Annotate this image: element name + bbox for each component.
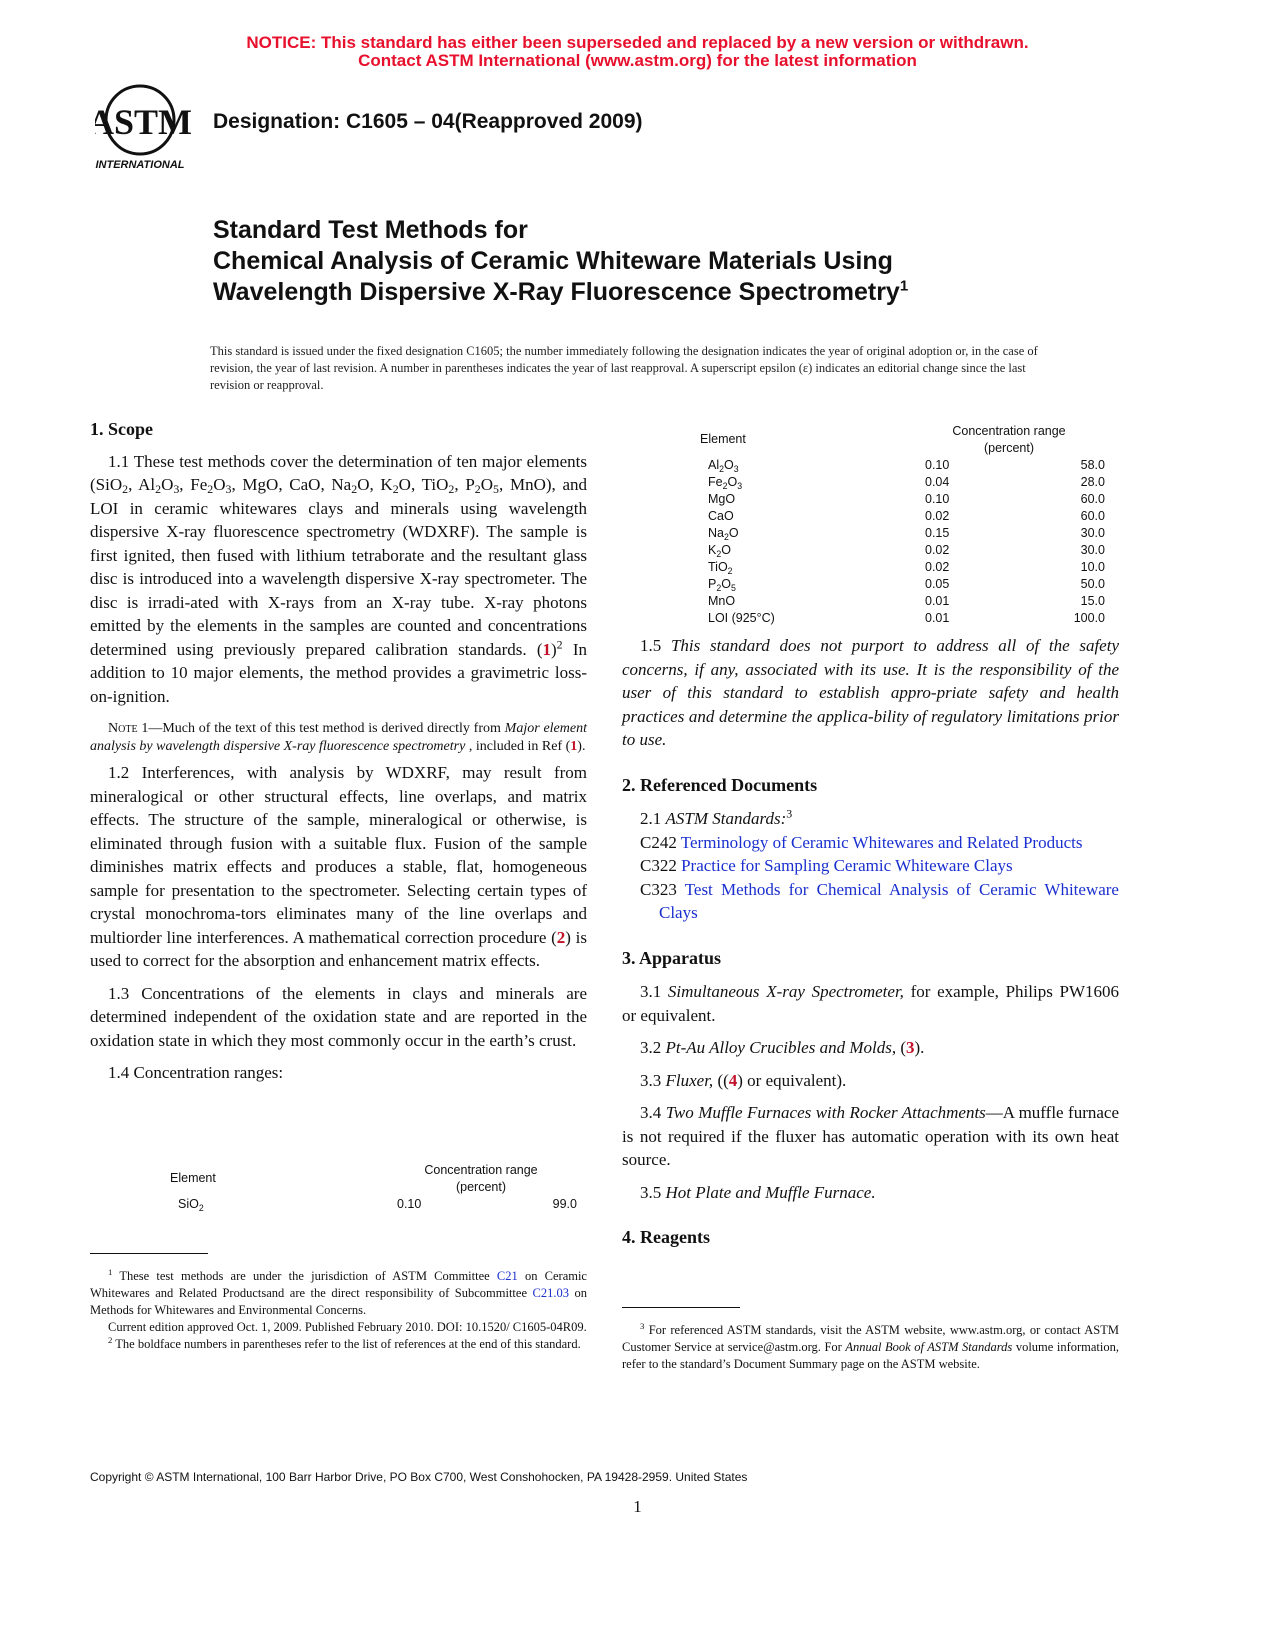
fn1-c: on Methods for Whitewares and Environmental Concerns.: [90, 1286, 587, 1317]
ref-link-1b[interactable]: 1: [570, 738, 578, 754]
p12-a: 1.2 Interferences, with analysis by WDXRF, may result from mineralogical or other structural effects, line overlaps, and matrix effects. The structure of the sample, mineralogical or otherwise, is eliminated through fusion with a suitable flux. Fusion of the sample diminishes matrix effects and produces a stable, flat, homogeneous sample for presentation to the spectrometer. Selecting certain types of crystal monochroma-tors eliminates many of the line overlaps and multiorder line interferences. A mathematical correction procedure (: [90, 763, 587, 947]
th-element: Element: [700, 432, 746, 446]
cell-sub: 2: [198, 1203, 204, 1213]
cell-element: Al: [708, 458, 720, 472]
footnotes-right: [622, 1322, 1119, 1373]
p12-b: ) is used to correct for the absorption and enhancement matrix effects.: [90, 927, 588, 970]
para-1-5: [622, 634, 1119, 752]
p35-num: 3.5: [640, 1182, 666, 1202]
p32-b: ).: [914, 1038, 925, 1057]
ref-code: C322: [640, 856, 677, 875]
table-row: [700, 474, 1105, 491]
th-element: Element: [170, 1171, 216, 1185]
note-a: —Much of the text of this test method is derived directly from: [148, 721, 505, 736]
s: 2: [474, 482, 481, 496]
fn2-mark: 2: [108, 1334, 113, 1345]
footnote-3: [622, 1322, 1119, 1373]
cell-max: 60.0: [1080, 509, 1105, 523]
s: 2: [351, 482, 358, 496]
cell-sub: 5: [730, 583, 736, 593]
fn3-it: Annual Book of ASTM Standards: [845, 1340, 1013, 1354]
fn3-a: For referenced ASTM standards, visit the ASTM website, www.astm.org, or contact ASTM Customer Service at service@astm.org. For: [622, 1323, 1119, 1354]
ref-title-link[interactable]: Test Methods for Chemical Analysis of Ceramic Whiteware Clays: [659, 879, 1119, 922]
page-number: 1: [633, 1497, 642, 1516]
section-4-heading: 4. Reagents: [622, 1227, 710, 1247]
cell-sub: 2: [723, 532, 729, 542]
para-2-1: [622, 807, 1119, 831]
cell-min: 0.02: [925, 560, 950, 574]
p34-num: 3.4: [640, 1103, 666, 1122]
cell-element: LOI (925°C): [708, 611, 775, 625]
p21-num: 2.1: [640, 809, 666, 828]
cell-min: 0.10: [925, 458, 950, 472]
cell-sub: 2: [716, 549, 722, 559]
e: Al: [138, 475, 156, 494]
p33-a: ((: [713, 1070, 729, 1090]
left-column: [90, 418, 587, 1085]
footnote-1: [90, 1268, 587, 1319]
footnote-divider-left: [90, 1253, 208, 1254]
cell-sub: 2: [716, 583, 722, 593]
logo-text: INTERNATIONAL: [95, 159, 185, 171]
para-3-3: [622, 1069, 1119, 1093]
p33-num: 3.3: [640, 1070, 666, 1090]
para-3-5: [622, 1181, 1119, 1205]
th-range-2: (percent): [983, 441, 1035, 455]
referenced-item: [622, 878, 1119, 925]
page-title: [213, 215, 1113, 308]
e: O: [213, 475, 226, 494]
footnote-edition: Current edition approved Oct. 1, 2009. Published February 2010. DOI: 10.1520/ C1605-04R09.: [108, 1320, 587, 1334]
table-body: [700, 457, 1105, 627]
fn3-ref: 3: [786, 806, 793, 821]
para-1-3: 1.3 Concentrations of the elements in clays and minerals are determined independent of the oxidation state and are reported in the oxidation state in which they most commonly occur in the earth’s crust.: [90, 983, 587, 1050]
p11-a: 1.1 These test methods cover the determination of ten major elements (SiO: [90, 451, 587, 494]
e: O: [161, 475, 174, 494]
cell-element-tail: O: [727, 475, 738, 489]
p31-it: Simultaneous X-ray Spectrometer,: [667, 982, 904, 1001]
footnotes-left: [90, 1268, 587, 1353]
cell-element: P: [708, 577, 717, 591]
para-1-4: 1.4 Concentration ranges:: [108, 1063, 284, 1082]
title-line-1: Standard Test Methods for: [213, 216, 528, 244]
e: MgO, CaO, Na: [242, 475, 352, 494]
th-range: [913, 423, 1105, 457]
e: O, TiO: [398, 475, 449, 494]
s: 2: [122, 482, 129, 496]
fn3-mark: 3: [640, 1320, 645, 1331]
cell-element-tail: O: [728, 526, 739, 540]
logo-mark: ASTM: [95, 102, 193, 142]
table-row: [700, 525, 1105, 542]
table-row: [700, 593, 1105, 610]
note-label: Note 1: [108, 721, 149, 736]
fn1-b: on Ceramic Whitewares and Related Productsand are the direct responsibility of Subcommittee: [90, 1269, 587, 1300]
cell-element-tail: O: [724, 458, 734, 472]
cell-element: TiO: [708, 560, 728, 574]
ref-code: C323: [640, 879, 677, 899]
section-1-heading: 1. Scope: [90, 419, 153, 439]
section-2-heading: 2. Referenced Documents: [622, 774, 818, 795]
cell-max: 15.0: [1080, 594, 1105, 608]
para-3-2: [622, 1036, 1119, 1060]
subcommittee-link[interactable]: C21.03: [532, 1286, 569, 1300]
cell-max: 50.0: [1080, 577, 1105, 591]
th-range-1: Concentration range: [952, 424, 1066, 438]
title-line-3-text: Wavelength Dispersive X-Ray Fluorescence Spectrometry: [213, 278, 900, 306]
p31-num: 3.1: [640, 982, 668, 1001]
fn3-b: volume information, refer to the standard’s Document Summary page on the ASTM website.: [622, 1340, 1119, 1371]
referenced-list: [622, 831, 1119, 925]
table-row: [700, 457, 1105, 474]
cell-min: 0.01: [925, 594, 950, 608]
s: 5: [493, 482, 499, 496]
concentration-table-right: [700, 423, 1105, 627]
note-c: ).: [577, 738, 586, 754]
p34-rest: —A muffle furnace is not required if the fluxer has automatic operation with its own heat source.: [622, 1103, 1120, 1169]
s: 2: [448, 482, 455, 496]
cell-min: 0.01: [925, 611, 950, 625]
p32-it: Pt-Au Alloy Crucibles and Molds: [665, 1038, 892, 1057]
ref-link-4[interactable]: 4: [728, 1070, 738, 1090]
copyright: Copyright © ASTM International, 100 Barr Harbor Drive, PO Box C700, West Conshohocken, PA 19428-2959. United States: [90, 1470, 748, 1484]
p32-a: , (: [891, 1038, 907, 1057]
e: O, K: [357, 475, 393, 494]
cell-min: 0.04: [925, 475, 950, 489]
table-row: [700, 491, 1105, 508]
cell-max: 100.0: [1073, 611, 1105, 625]
section-3-heading: 3. Apparatus: [622, 947, 722, 968]
cell-sub: 2: [727, 566, 733, 576]
ref-code: C242: [640, 832, 677, 852]
concentration-table-left: [170, 1162, 577, 1213]
cell-element: Na: [708, 526, 724, 540]
title-footnote-mark: 1: [899, 277, 909, 295]
s: 3: [225, 482, 232, 496]
table-row: [700, 508, 1105, 525]
s: 2: [392, 482, 399, 496]
fn1-a: These test methods are under the jurisdiction of ASTM Committee: [112, 1269, 497, 1283]
cell-min: 0.02: [925, 509, 950, 523]
footnote-ref-2: 2: [556, 636, 563, 651]
p32-num: 3.2: [640, 1038, 666, 1057]
p11-b: ), and LOI in ceramic whitewares clays and minerals using wavelength dispersive X-ray fluorescence spectrometry (WDXRF). The sample is first ignited, then fused with lithium tetraborate and the resultant glass disc is introduced into a wavelength dispersive X-ray spectrometer. The disc is irradi-ated with X-rays from an X-ray tube. X-ray photons emitted by the elements in the samples are counted and concentrations determined using previously prepared calibration standards.: [90, 475, 588, 659]
cell-max: 10.0: [1080, 560, 1105, 574]
p11-c: In addition to 10 major elements, the method provides a gravimetric loss-on-ignition.: [90, 639, 587, 706]
cell-element-tail: O: [721, 543, 731, 557]
e: , MnO: [498, 475, 546, 494]
e: P: [465, 475, 475, 494]
table-row: [170, 1196, 577, 1213]
ref-title-link[interactable]: Terminology of Ceramic Whitewares and Related Products: [680, 832, 1083, 852]
table-row: [700, 610, 1105, 627]
notice-line-1: NOTICE: This standard has either been superseded and replaced by a new version or withdrawn.: [246, 33, 1029, 52]
footnote-divider-right: [622, 1307, 740, 1308]
cell-element-tail: O: [721, 577, 731, 591]
referenced-item: [622, 854, 1119, 878]
cell-sub: 3: [733, 464, 739, 474]
cell-sub: 3: [737, 481, 743, 491]
para-1-1: 1.1 These test methods cover the determination of ten major elements (SiO$_2$, $Al_2O_3$, $Fe_2O_3$, MgO, CaO, $Na_2O$, $K_2O$, TiO$_2$, $P_2O_5$, MnO), and LOI in ceramic whitewares clays and minerals using wavelength dispersive X-ray fluorescence spectrometry (WDXRF). The sample is first ignited, then fused with lithium tetraborate and the resultant glass disc is introduced into a wavelength dispersive X-ray spectrometer. The disc is irradi-ated with X-rays from an X-ray tube. X-ray photons emitted by the elements in the samples are counted and concentrations determined using previously prepared calibration standards. $(1)^2$ In addition to 10 major elements, the method provides a gravimetric loss-on-ignition.: [90, 451, 588, 706]
right-column: [622, 634, 1119, 1250]
cell-min: 0.05: [925, 577, 950, 591]
note-b: , included in Ref (: [465, 738, 571, 754]
s: 2: [207, 482, 214, 496]
p15-num: 1.5: [640, 636, 671, 655]
referenced-item: [622, 831, 1119, 855]
p35-it: Hot Plate and Muffle Furnace.: [665, 1182, 876, 1202]
p15-text: This standard does not purport to address all of the safety concerns, if any, associated with its use. It is the responsibility of the user of this standard to establish appro-priate safety and health practices and determine the applica-bility of regulatory limitations prior to use.: [622, 636, 1119, 749]
fn2-text: The boldface numbers in parentheses refer to the list of references at the end of this standard.: [112, 1337, 581, 1351]
p34-it: Two Muffle Furnaces with Rocker Attachments: [665, 1103, 986, 1122]
title-line-3: [213, 277, 1113, 308]
th-range: [385, 1162, 577, 1196]
astm-logo-icon: [95, 82, 195, 172]
p31-rest: for example, Philips PW1606 or equivalent.: [622, 982, 1119, 1025]
ref-link-1[interactable]: 1: [542, 639, 551, 659]
cell-max: 99.0: [552, 1197, 577, 1211]
ref-title-link[interactable]: Practice for Sampling Ceramic Whiteware Clays: [681, 856, 1013, 875]
cell-min: 0.02: [925, 543, 950, 557]
table-row: [700, 559, 1105, 576]
title-line-2: Chemical Analysis of Ceramic Whiteware Materials Using: [213, 247, 893, 275]
cell-element: MnO: [708, 594, 736, 608]
s: 2: [155, 482, 162, 496]
e: O: [480, 475, 494, 494]
issued-note: This standard is issued under the fixed designation C1605; the number immediately following the designation indicates the year of original adoption or, in the case of revision, the year of last revision. A number in parentheses indicates the year of last reapproval. A superscript epsilon (ε) indicates an editorial change since the last revision or reapproval.: [210, 344, 1038, 392]
footnote-2: [90, 1336, 587, 1353]
para-3-4: [622, 1101, 1119, 1172]
table-row: [700, 542, 1105, 559]
note-italic: Major element analysis by wavelength dispersive X-ray fluorescence spectrometry: [90, 721, 587, 754]
notice-line-2: Contact ASTM International (www.astm.org) for the latest information: [358, 51, 917, 70]
cell-max: 30.0: [1080, 526, 1105, 540]
committee-link[interactable]: C21: [496, 1269, 518, 1283]
cell-max: 58.0: [1080, 458, 1105, 472]
para-3-1: [622, 980, 1119, 1027]
cell-max: 60.0: [1080, 492, 1105, 506]
designation: Designation: C1605 – 04(Reapproved 2009): [213, 110, 643, 133]
cell-sub: 2: [719, 464, 724, 474]
cell-element: MgO: [708, 492, 736, 506]
cell-element: K: [708, 543, 717, 557]
p33-b: ) or equivalent).: [737, 1070, 847, 1090]
th-range-1: Concentration range: [424, 1163, 538, 1177]
cell-max: 30.0: [1080, 543, 1105, 557]
cell-min: 0.10: [397, 1197, 422, 1211]
para-1-2: [90, 761, 587, 973]
p33-it: Fluxer,: [665, 1070, 714, 1090]
fn1-mark: 1: [108, 1266, 113, 1277]
cell-element: SiO: [178, 1197, 199, 1211]
p21-italic: ASTM Standards:: [665, 809, 787, 828]
th-range-2: (percent): [455, 1180, 507, 1194]
table-row: [700, 576, 1105, 593]
ref-link-3[interactable]: 3: [906, 1038, 915, 1057]
cell-min: 0.10: [925, 492, 950, 506]
e: Fe: [190, 475, 208, 494]
cell-sub: 2: [722, 481, 728, 491]
astm-logo: [95, 82, 195, 172]
ref-link-2[interactable]: 2: [556, 927, 566, 947]
cell-min: 0.15: [925, 526, 950, 540]
cell-max: 28.0: [1080, 475, 1105, 489]
cell-element: Fe: [708, 475, 723, 489]
cell-element: CaO: [708, 509, 734, 523]
s: 3: [173, 482, 180, 496]
note-1: [90, 720, 587, 755]
